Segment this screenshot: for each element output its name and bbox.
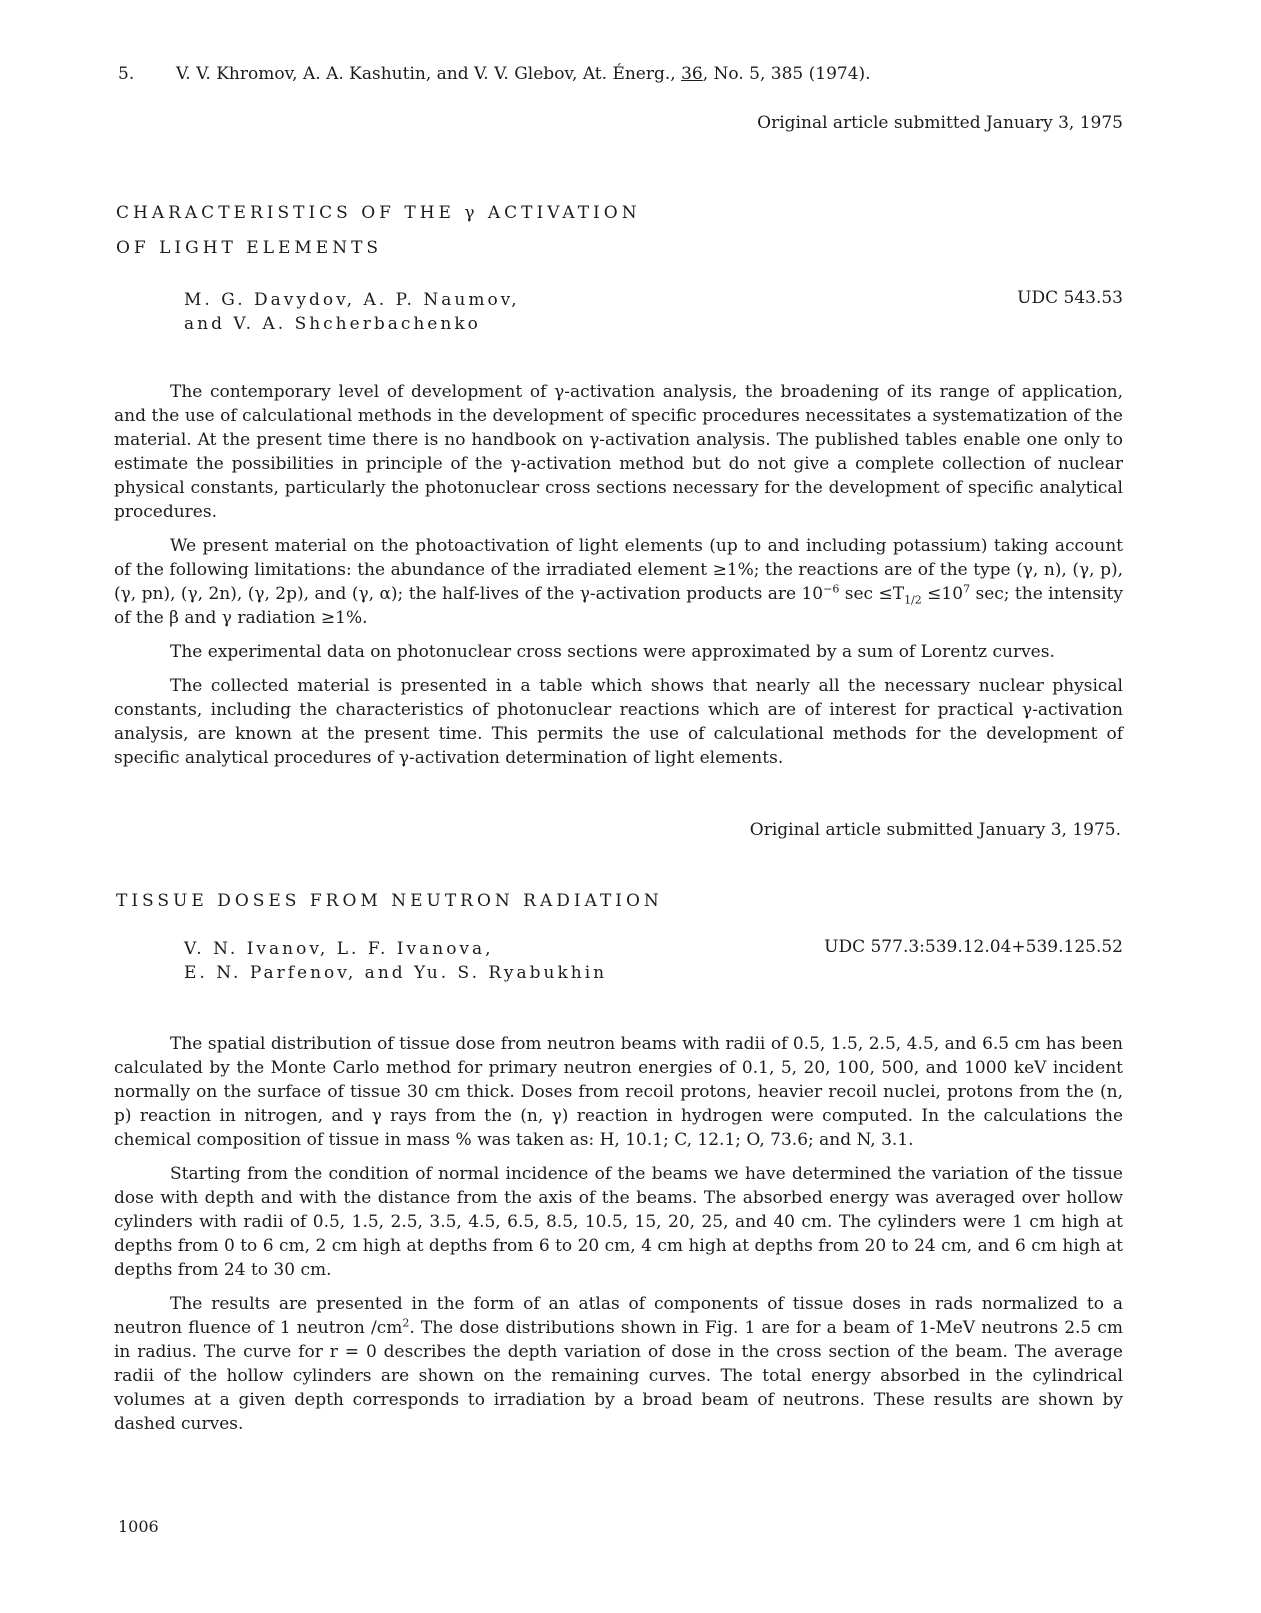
- article1-authors-line1: M. G. Davydov, A. P. Naumov,: [184, 290, 520, 310]
- article2-authors: [184, 937, 607, 985]
- article2-authors-line1: V. N. Ivanov, L. F. Ivanova,: [184, 939, 494, 959]
- article2-body: [114, 1032, 1123, 1446]
- article2-authors-line2: E. N. Parfenov, and Yu. S. Ryabukhin: [184, 963, 608, 983]
- article1-body: [114, 380, 1123, 780]
- article2-paragraph-1: The spatial distribution of tissue dose from neutron beams with radii of 0.5, 1.5, 2.5, 4.5, and 6.5 cm has been calculated by the Monte Carlo method for primary neutron energies of 0.1, 5, 20, 100, 500, and 1000 keV incident normally on the surface of tissue 30 cm thick. Doses from recoil protons, heavier recoil nuclei, protons from the (n, p) reaction in nitrogen, and γ rays from the (n, γ) reaction in hydrogen were computed. In the calculations the chemical composition of tissue in mass % was taken as: H, 10.1; C, 12.1; O, 73.6; and N, 3.1.: [114, 1034, 1123, 1150]
- article1-title-line2: OF LIGHT ELEMENTS: [116, 238, 383, 258]
- reference-number: 5.: [118, 64, 135, 84]
- article1-paragraph-1: The contemporary level of development of γ-activation analysis, the broadening of its range of application, and the use of calculational methods in the development of specific procedures necessitates a systematization of the material. At the present time there is no handbook on γ-activation analysis. The published tables enable one only to estimate the possibilities in principle of the γ-activation method but do not give a complete collection of nuclear physical constants, particularly the photonuclear cross sections necessary for the development of specific analytical procedures.: [114, 382, 1123, 522]
- article1-paragraph-3: The experimental data on photonuclear cross sections were approximated by a sum of Lorentz curves.: [170, 642, 1055, 662]
- reference-authors: V. V. Khromov, A. A. Kashutin, and V. V. Glebov, At. Énerg.,: [176, 64, 676, 84]
- article1-submission-note: Original article submitted January 3, 1975.: [749, 820, 1121, 840]
- article1-authors-line2: and V. A. Shcherbachenko: [184, 314, 481, 334]
- article1-authors: [184, 288, 520, 336]
- page-number: 1006: [118, 1517, 159, 1536]
- article2-paragraph-3: The results are presented in the form of an atlas of components of tissue doses in rads normalized to a neutron fluence of 1 neutron $/cm^2$. The dose distributions shown in Fig. 1 are for a beam of 1-MeV neutrons 2.5 cm in radius. The curve for r = 0 describes the depth variation of dose in the cross section of the beam. The average radii of the hollow cylinders are shown on the remaining curves. The total energy absorbed in the cylindrical volumes at a given depth corresponds to irradiation by a broad beam of neutrons. These results are shown by dashed curves.: [114, 1294, 1123, 1434]
- article2-paragraph-2: Starting from the condition of normal incidence of the beams we have determined the variation of the tissue dose with depth and with the distance from the axis of the beams. The absorbed energy was averaged over hollow cylinders with radii of 0.5, 1.5, 2.5, 3.5, 4.5, 6.5, 8.5, 10.5, 15, 20, 25, and 40 cm. The cylinders were 1 cm high at depths from 0 to 6 cm, 2 cm high at depths from 6 to 20 cm, 4 cm high at depths from 20 to 24 cm, and 6 cm high at depths from 24 to 30 cm.: [114, 1164, 1123, 1280]
- article1-paragraph-2: We present material on the photoactivation of light elements (up to and including potassium) taking account of the following limitations: the abundance of the irradiated element ≥1%; the reactions are of the type (γ, n), (γ, p), (γ, pn), (γ, 2n), (γ, 2p), and (γ, α); the half-lives of the γ-activation products are $10^{-6}$ $\sec \le T_{1/2} \le 10^7$ sec; the intensity of the β and γ radiation ≥1%.: [114, 536, 1123, 628]
- article1-udc: UDC 543.53: [1017, 288, 1123, 308]
- article2-udc: UDC 577.3:539.12.04+539.125.52: [824, 937, 1123, 957]
- article2-title: TISSUE DOSES FROM NEUTRON RADIATION: [116, 891, 663, 911]
- reference-rest: , No. 5, 385 (1974).: [702, 64, 871, 84]
- submission-note-previous: Original article submitted January 3, 1975: [757, 113, 1123, 133]
- article1-paragraph-4: The collected material is presented in a table which shows that nearly all the necessary nuclear physical constants, including the characteristics of photonuclear reactions which are of interest for practical γ-activation analysis, are known at the present time. This permits the use of calculational methods for the development of specific analytical procedures of γ-activation determination of light elements.: [114, 676, 1123, 768]
- reference-volume: 36: [681, 64, 703, 84]
- article1-title-line1: CHARACTERISTICS OF THE γ ACTIVATION: [116, 203, 641, 223]
- reference-entry: [118, 64, 871, 84]
